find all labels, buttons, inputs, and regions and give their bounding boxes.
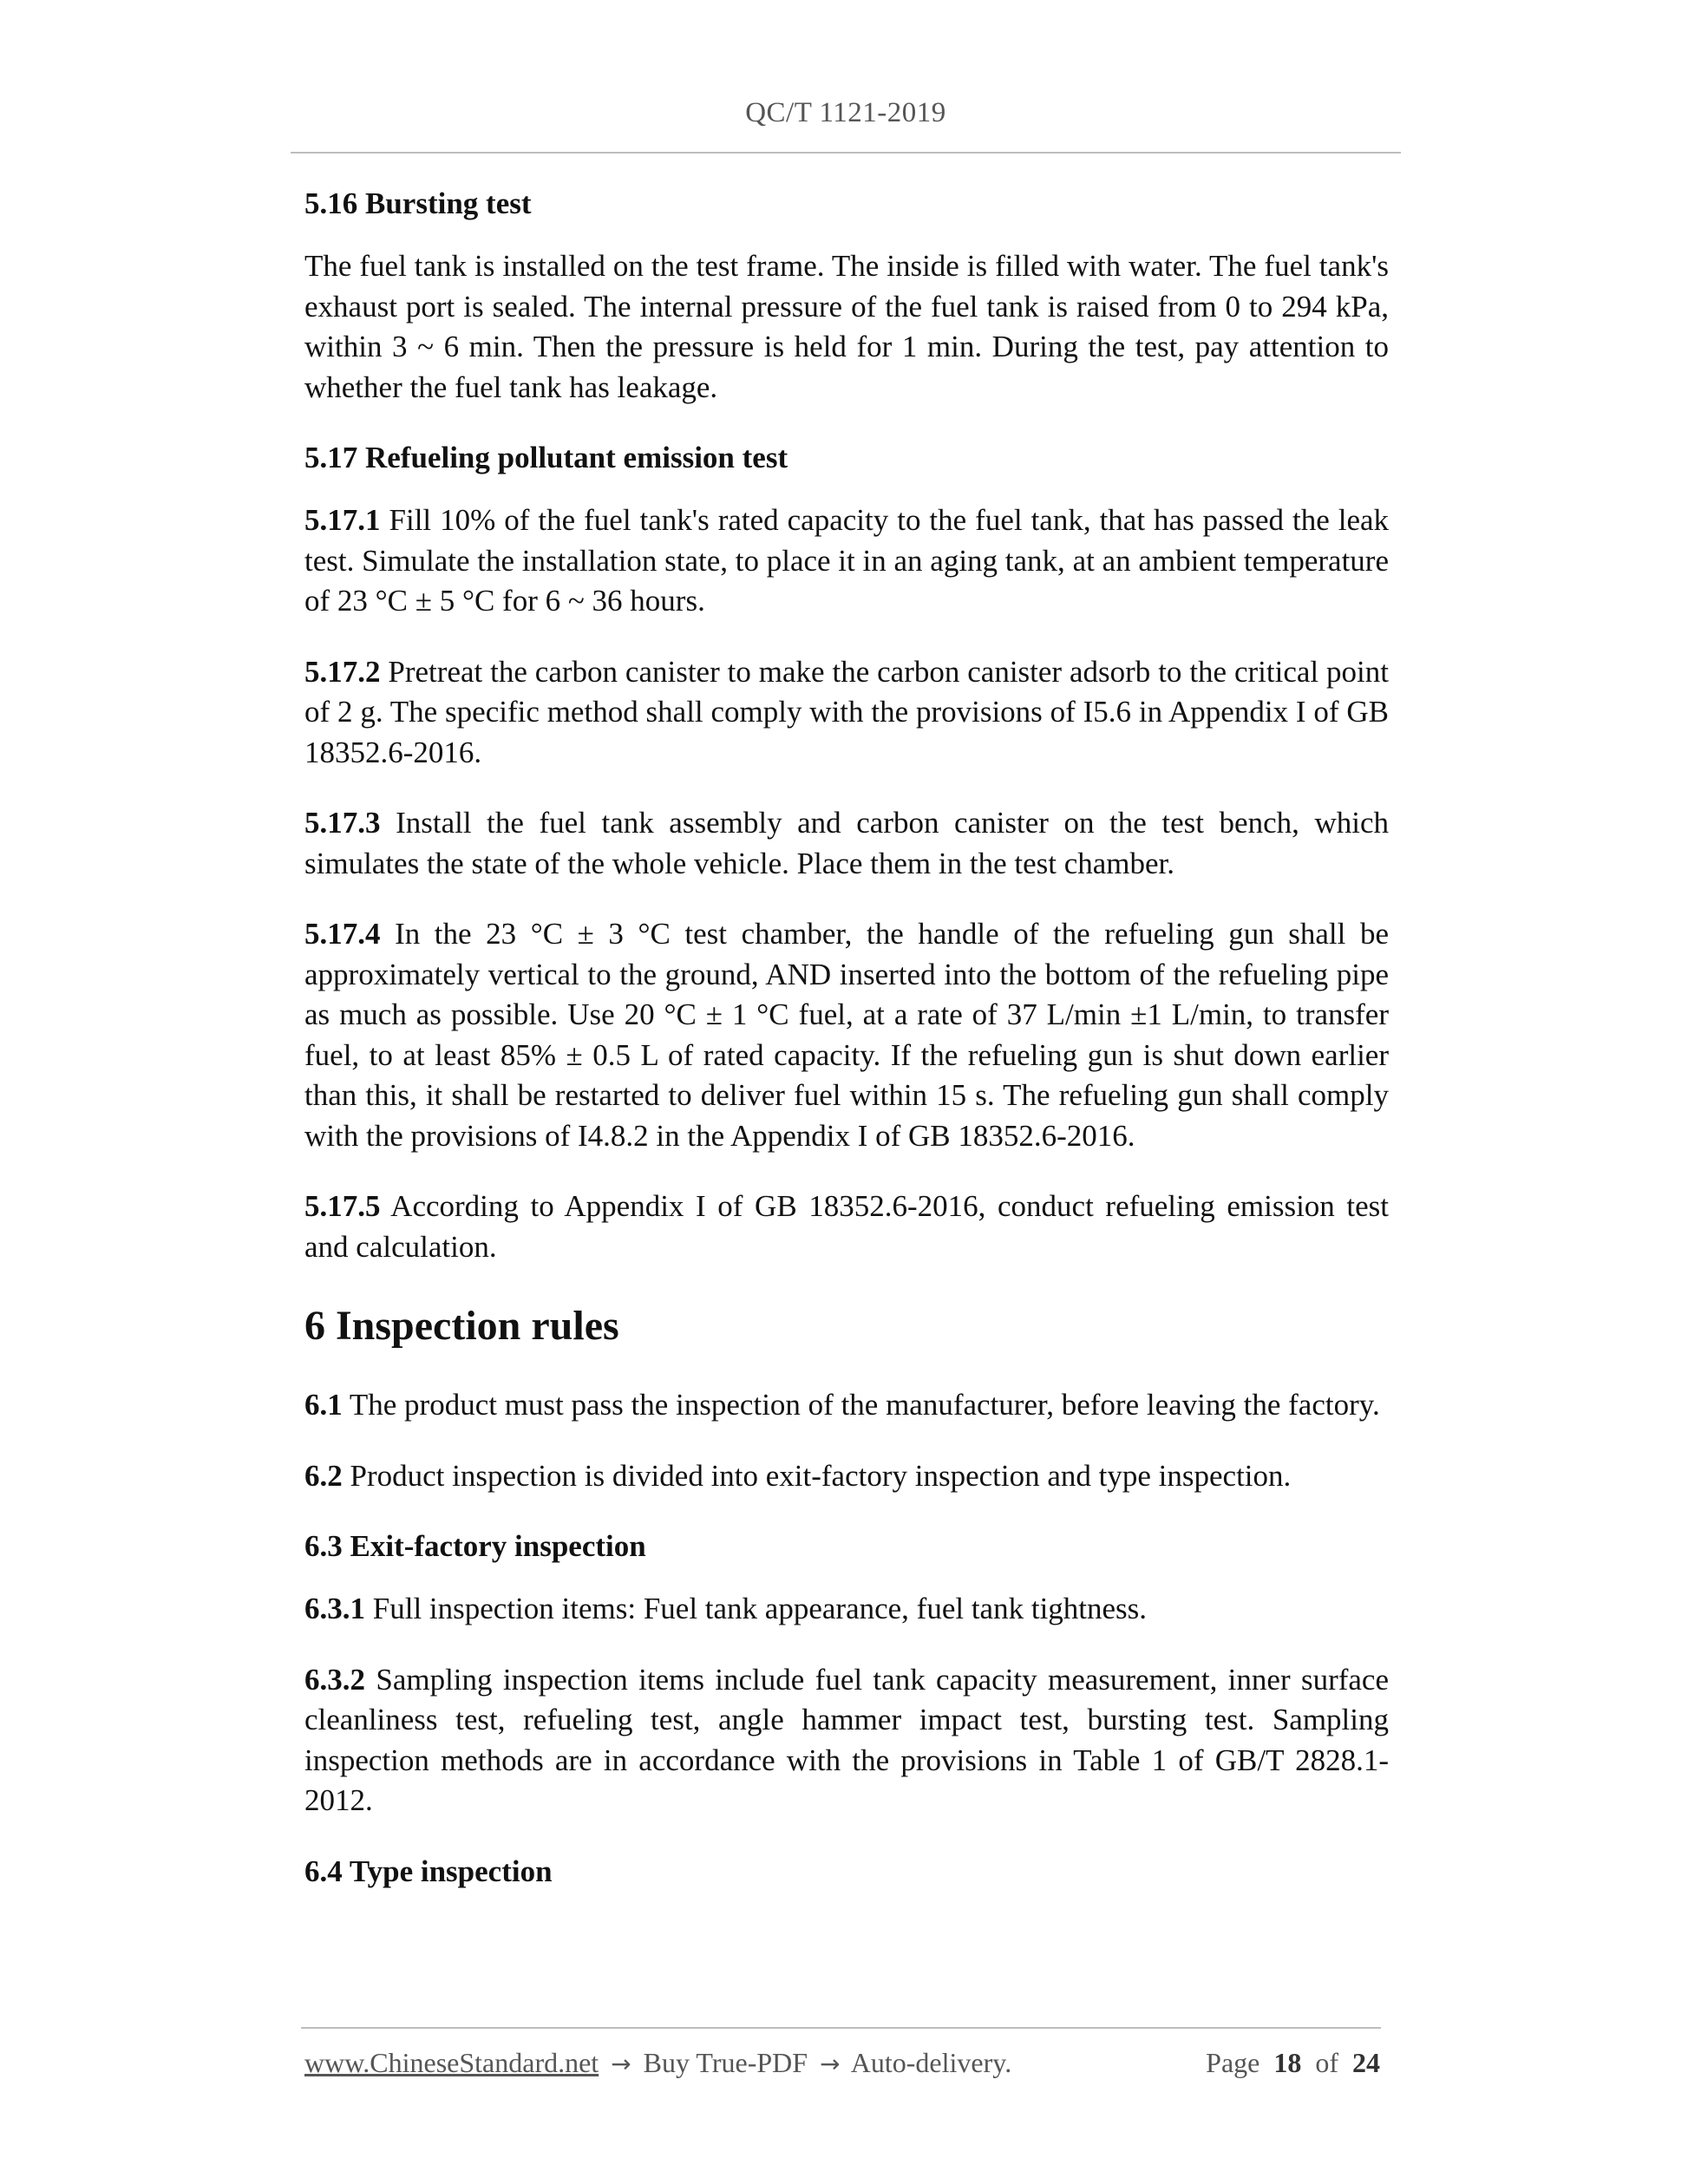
clause-text: Full inspection items: Fuel tank appearance, fuel tank tightness. [372, 1592, 1148, 1625]
paragraph-5-17-3 [304, 803, 1389, 884]
arrow-right-icon: → [820, 2050, 841, 2078]
clause-number: 6.3.2 [304, 1662, 365, 1697]
header-divider [291, 152, 1401, 154]
clause-number: 5.17.1 [304, 503, 381, 537]
footer-divider [301, 2027, 1381, 2029]
paragraph-5-17-5 [304, 1187, 1389, 1267]
clause-text: Sampling inspection items include fuel tank capacity measurement, inner surface cleanliness test, refueling test, angle hammer impact test, bursting test. Sampling inspection methods are in accordance with the provisions in Table 1 of GB/T 2828.1-2012. [304, 1662, 1389, 1817]
page-current: 18 [1273, 2047, 1302, 2078]
heading-6-inspection-rules: 6 Inspection rules [304, 1303, 619, 1349]
arrow-right-icon: → [611, 2050, 631, 2078]
paragraph-6-1 [304, 1385, 1389, 1426]
site-link[interactable]: www.ChineseStandard.net [304, 2047, 599, 2078]
page-indicator [1206, 2047, 1380, 2079]
buy-true-pdf-link[interactable]: Buy True-PDF [643, 2047, 808, 2078]
clause-number: 6.1 [304, 1388, 343, 1422]
clause-text: The product must pass the inspection of the manufacturer, before leaving the factory. [349, 1388, 1380, 1422]
paragraph-5-17-2 [304, 652, 1389, 774]
paragraph-5-17-4 [304, 914, 1389, 1156]
paragraph-5-17-1 [304, 500, 1389, 622]
auto-delivery-text: Auto-delivery. [850, 2047, 1012, 2078]
of-label: of [1315, 2047, 1338, 2078]
document-body [304, 184, 1389, 1914]
page-footer [304, 2047, 1380, 2079]
clause-text: Fill 10% of the fuel tank's rated capacity to the fuel tank, that has passed the leak test. Simulate the installation state, to place it in an aging tank, at an ambient temperature of 23 °C ± 5 °C for 6 ~ 36 hours. [304, 503, 1390, 618]
heading-6-3: 6.3 Exit-factory inspection [304, 1529, 646, 1563]
clause-number: 5.17.3 [304, 806, 381, 840]
clause-text: Install the fuel tank assembly and carbon canister on the test bench, which simulates the state of the whole vehicle. Place them in the test chamber. [304, 806, 1389, 880]
page-label: Page [1206, 2047, 1260, 2078]
page-total: 24 [1352, 2047, 1380, 2078]
clause-number: 5.17.4 [304, 917, 381, 951]
clause-number: 6.2 [304, 1458, 343, 1493]
clause-number: 5.17.2 [304, 654, 381, 689]
paragraph-6-3-1 [304, 1589, 1389, 1630]
clause-text: According to Appendix I of GB 18352.6-2016, conduct refueling emission test and calculation. [304, 1189, 1389, 1264]
heading-5-17: 5.17 Refueling pollutant emission test [304, 441, 788, 474]
heading-6-4: 6.4 Type inspection [304, 1854, 553, 1888]
clause-number: 6.3.1 [304, 1592, 365, 1625]
clause-number: 5.17.5 [304, 1189, 381, 1223]
clause-text: Product inspection is divided into exit-factory inspection and type inspection. [350, 1458, 1292, 1493]
clause-text: Pretreat the carbon canister to make the carbon canister adsorb to the critical point of 2 g. The specific method shall comply with the provisions of I5.6 in Appendix I of GB 18352.6-2016. [304, 654, 1389, 769]
paragraph-6-2 [304, 1456, 1389, 1497]
footer-left [304, 2047, 1011, 2079]
clause-text: In the 23 °C ± 3 °C test chamber, the handle of the refueling gun shall be approximately vertical to the ground, AND inserted into the bottom of the refueling pipe as much as possible. Use 20 °C ± 1 °C fuel, at a rate of 37 L/min ±1 L/min, to transfer fuel, to at least 85% ± 0.5 L of rated capacity. If the refueling gun is shut down earlier than this, it shall be restarted to deliver fuel within 15 s. The refueling gun shall comply with the provisions of I4.8.2 in the Appendix I of GB 18352.6-2016. [304, 917, 1389, 1153]
page-header-doc-code: QC/T 1121-2019 [745, 97, 946, 128]
paragraph-6-3-2 [304, 1660, 1389, 1821]
heading-5-16: 5.16 Bursting test [304, 186, 532, 220]
paragraph-5-16: The fuel tank is installed on the test frame. The inside is filled with water. The fuel tank's exhaust port is sealed. The internal pressure of the fuel tank is raised from 0 to 294 kPa, within 3 ~ 6 min. Then the pressure is held for 1 min. During the test, pay attention to whether the fuel tank has leakage. [304, 249, 1389, 404]
